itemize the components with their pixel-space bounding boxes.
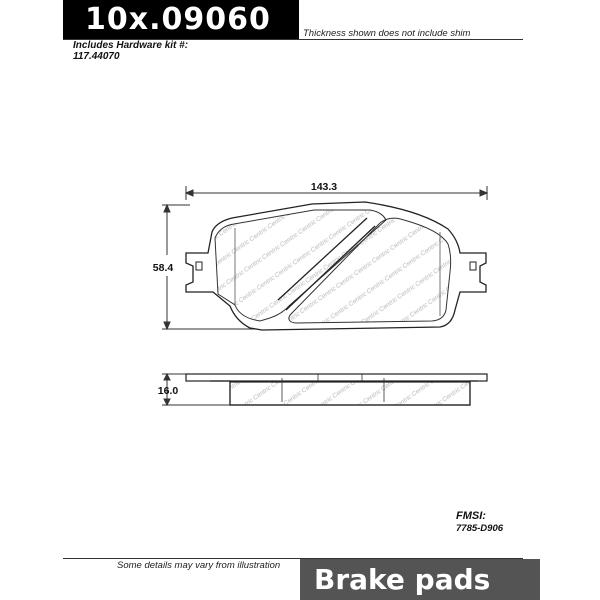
- hardware-kit-label: Includes Hardware kit #:: [73, 40, 189, 51]
- width-dimension-label: 143.3: [310, 181, 338, 193]
- brake-pad-side-view: [186, 374, 487, 405]
- product-name: Brake pads: [300, 559, 540, 600]
- shim-note: Thickness shown does not include shim: [303, 28, 471, 39]
- disclaimer-note: Some details may vary from illustration: [117, 560, 281, 571]
- fmsi-code: 7785-D906: [456, 523, 504, 534]
- thickness-dimension-label: 16.0: [157, 385, 179, 397]
- brake-pad-front-view: [186, 202, 486, 330]
- height-dimension-label: 58.4: [152, 262, 174, 274]
- fmsi-label: FMSI:: [456, 510, 486, 522]
- hardware-kit-number: 117.44070: [73, 51, 120, 62]
- part-number: 10x.09060: [63, 0, 299, 39]
